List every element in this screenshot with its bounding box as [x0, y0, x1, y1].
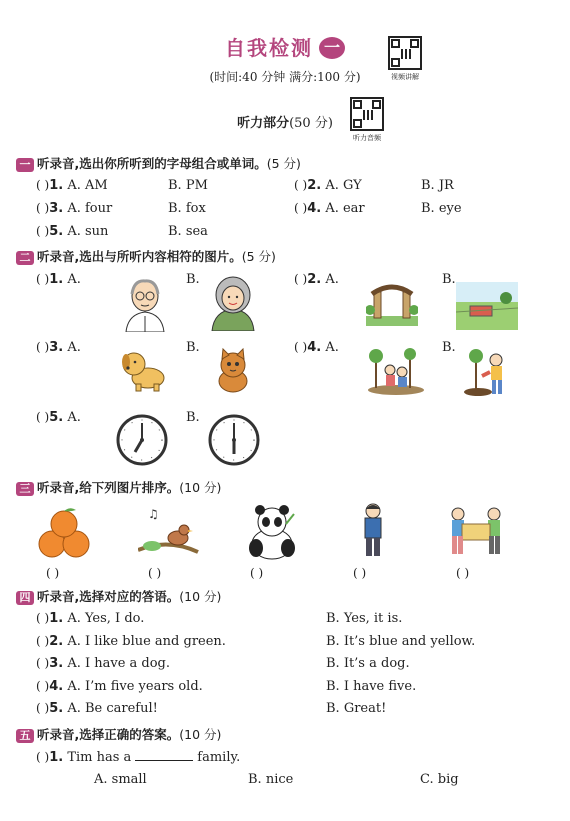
s1-q2: ( )2. A. GY: [294, 178, 362, 193]
s5-q1: ( )1. Tim has a family.: [36, 750, 241, 765]
s3-answer-1[interactable]: ( ): [46, 566, 60, 580]
s2-q5: ( )5. A.: [36, 410, 81, 425]
audio-qr-icon[interactable]: [350, 97, 384, 131]
s5-q1-b: B. nice: [248, 772, 294, 787]
s1-q5: ( )5. A. sun: [36, 224, 109, 239]
boy-picture: [358, 502, 388, 560]
s3-answer-5[interactable]: ( ): [456, 566, 470, 580]
grandpa-picture: [120, 276, 170, 332]
s4-q5: ( )5. A. Be careful!: [36, 701, 158, 716]
s2-q4-b: B.: [442, 340, 456, 355]
svg-text:♫: ♫: [148, 507, 159, 521]
qr-code-icon[interactable]: [388, 36, 422, 70]
s4-q5-b: B. Great!: [326, 701, 387, 716]
oranges-picture: [36, 506, 94, 560]
section-4-heading: 四 听录音,选择对应的答语。(10 分): [16, 587, 221, 605]
panda-picture: [246, 504, 298, 560]
s1-q1-b: B. PM: [168, 178, 208, 193]
s1-q1: ( )1. A. AM: [36, 178, 108, 193]
s4-q2: ( )2. A. I like blue and green.: [36, 634, 226, 649]
section-3-heading: 三 听录音,给下列图片排序。(10 分): [16, 478, 221, 496]
s1-q3-b: B. fox: [168, 201, 206, 216]
section-5-heading: 五 听录音,选择正确的答案。(10 分): [16, 725, 221, 743]
s2-q5-b: B.: [186, 410, 200, 425]
s4-q4: ( )4. A. I’m five years old.: [36, 679, 203, 694]
s3-answer-4[interactable]: ( ): [353, 566, 367, 580]
part-heading: 听力部分(50 分): [237, 116, 333, 131]
planting-trees-picture: [366, 346, 426, 396]
section-2-heading: 二 听录音,选出与所听内容相符的图片。(5 分): [16, 247, 276, 265]
clock-seven-picture: [116, 414, 168, 466]
title-number-badge: 一: [319, 37, 345, 59]
audio-qr-caption: 听力音频: [353, 134, 381, 142]
s4-q4-b: B. I have five.: [326, 679, 417, 694]
s3-answer-2[interactable]: ( ): [148, 566, 162, 580]
grandma-picture: [208, 275, 258, 331]
s3-answer-3[interactable]: ( ): [250, 566, 264, 580]
bird-picture: [138, 506, 200, 558]
kids-carrying-box-picture: [446, 504, 506, 560]
cat-picture: [210, 347, 256, 393]
s5-q1-c: C. big: [420, 772, 459, 787]
farm-picture: [456, 282, 518, 330]
s2-q3: ( )3. A.: [36, 340, 81, 355]
clock-six-picture: [208, 414, 260, 466]
s4-q3: ( )3. A. I have a dog.: [36, 656, 171, 671]
s2-q2: ( )2. A.: [294, 272, 339, 287]
s4-q1: ( )1. A. Yes, I do.: [36, 611, 145, 626]
s4-q2-b: B. It’s blue and yellow.: [326, 634, 476, 649]
park-gate-picture: [366, 278, 418, 326]
dog-picture: [118, 346, 170, 392]
s5-q1-a: A. small: [94, 772, 147, 787]
s2-q4: ( )4. A.: [294, 340, 339, 355]
s2-q3-b: B.: [186, 340, 200, 355]
s2-q1: ( )1. A.: [36, 272, 81, 287]
fill-blank[interactable]: [135, 760, 193, 761]
s1-q3: ( )3. A. four: [36, 201, 113, 216]
qr-caption: 视频讲解: [391, 73, 419, 81]
page-title: 自我检测 一: [0, 32, 570, 61]
section-1-heading: 一 听录音,选出你所听到的字母组合或单词。(5 分): [16, 154, 301, 172]
s4-q3-b: B. It’s a dog.: [326, 656, 410, 671]
subtitle: (时间:40 分钟 满分:100 分): [209, 70, 361, 84]
s2-q2-b: B.: [442, 272, 456, 287]
s1-q4-b: B. eye: [421, 201, 462, 216]
s1-q5-b: B. sea: [168, 224, 208, 239]
watering-tree-picture: [462, 346, 510, 398]
s4-q1-b: B. Yes, it is.: [326, 611, 403, 626]
s2-q1-b: B.: [186, 272, 200, 287]
s1-q2-b: B. JR: [421, 178, 454, 193]
s1-q4: ( )4. A. ear: [294, 201, 365, 216]
